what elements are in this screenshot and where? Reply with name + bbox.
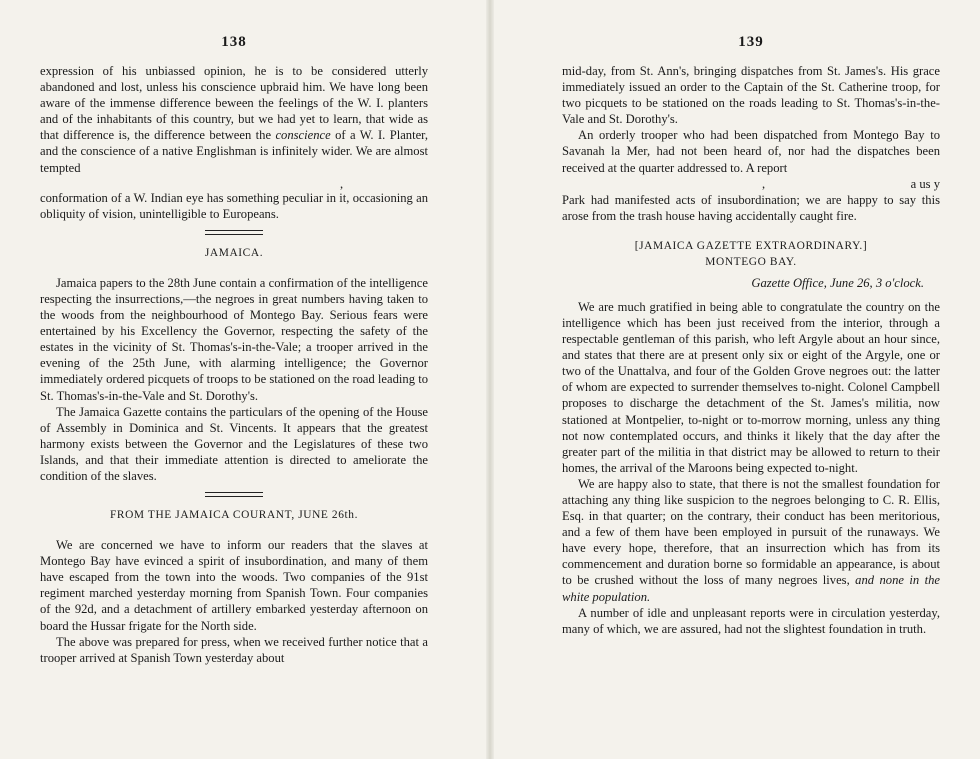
paragraph: mid-day, from St. Ann's, bringing dispatches from St. James's. His grace immediately issued an order to the Captain of the St. Catherine troop, for two picquets to be stationed on the roads leading to St. Thomas's-in-the-Vale and St. Dorothy's. [562, 64, 940, 127]
emphasis: and none in the white population. [562, 573, 941, 604]
section-rule [205, 230, 263, 235]
paragraph: conformation of a W. Indian eye has something peculiar in it, occasioning an obliquity of vision, unintelligible to Europeans. [40, 190, 428, 221]
section-heading: MONTEGO BAY. [705, 255, 797, 268]
page-number: 138 [221, 34, 247, 50]
section-heading: [JAMAICA GAZETTE EXTRAORDINARY.] [634, 239, 868, 252]
paragraph: An orderly trooper who had been dispatched from Montego Bay to Savanah la Mer, had not been heard of, nor had the dispatches been received at the quarter addressed to. A report [562, 128, 940, 175]
right-page [490, 0, 980, 759]
dateline: Gazette Office, June 26, 3 o'clock. [751, 275, 924, 290]
paragraph: We are concerned we have to inform our readers that the slaves at Montego Bay have evinced a spirit of insubordination, and many of them have escaped from the town into the woods. Two companies of the 91st regiment marched yesterday morning from Spanish Town. Four companies of the 92d, and a detachment of artillery embarked yesterday afternoon on board the Hussar frigate for the North side. [40, 538, 428, 633]
section-heading: FROM THE JAMAICA COURANT, JUNE 26th. [109, 509, 359, 522]
text-fragment: , [340, 176, 344, 191]
section-heading: JAMAICA. [204, 246, 264, 259]
text-fragment: , a us y [762, 176, 940, 191]
paragraph: Jamaica papers to the 28th June contain a confirmation of the intelligence respecting the insurrections,—the negroes in great numbers having taken to the woods from the neighbourhood of Montego Bay. Serious fears were entertained by his Excellency the Governor, respecting the safety of the estates in the vicinity of St. Thomas's-in-the-Vale; a trooper arrived in the evening of the 25th June, with alarming intelligence; the Governor immediately ordered picquets of troops to be stationed on the road leading to St. Thomas's-in-the-Vale and St. Dorothy's. [40, 275, 428, 403]
paragraph: expression of his unbiassed opinion, he is to be considered utterly abandoned and lost, unless his conscience upbraid him. We have long been aware of the immense difference beween the feelings of the W. I. planters and of the inhabitants of this country, but we had yet to learn, that wide as that difference is, the difference between the conscience of a W. I. Planter, and the conscience of a native Englishman is infinitely wider. We are almost tempted [40, 64, 429, 175]
page-number: 139 [738, 34, 764, 50]
paragraph: The Jamaica Gazette contains the particulars of the opening of the House of Assembly in Dominica and St. Vincents. It appears that the greatest harmony exists between the Governor and the Legislatures of these two Islands, and that their immediate attention is directed to ameliorate the condition of the slaves. [40, 404, 428, 483]
paragraph: The above was prepared for press, when we received further notice that a trooper arrived at Spanish Town yesterday about [40, 634, 428, 665]
paragraph: We are happy also to state, that there is not the smallest foundation for attaching any thing like suspicion to the negroes belonging to C. R. Ellis, Esq. in that quarter; on the contrary, their conduct has been meritorious, and a few of them have been employed in pursuit of the runaways. We have every hope, therefore, that an insurrection which has from its commencement and duration borne so formidable an appearance, is about to be crushed without the loss of many negroes lives, and none in the white population. [562, 476, 941, 604]
section-rule [205, 492, 263, 497]
emphasis: conscience [275, 128, 331, 143]
paragraph: Park had manifested acts of insubordination; we are happy to say this arose from the trash house having accidentally caught fire. [562, 192, 940, 223]
paragraph: We are much gratified in being able to congratulate the country on the intelligence which has been just received from the interior, through a respectable gentleman of this parish, who left Argyle about an hour since, and states that there are at present only six or eight of the Argyle, one or two of the Unattalva, and four of the Golden Grove negroes out: the latter of whom are expected to surrender themselves to-night. Colonel Campbell proposes to discharge the detachment of the St. James's militia, now stationed at Montpelier, to-night or to-morrow morning, unless any thing not now contemplated occurs, and thinks it likely that the day after the greater part of the militia in that district may be allowed to return to their homes, the arrival of the Maroons being expected to-night. [562, 299, 940, 475]
paragraph: A number of idle and unpleasant reports were in circulation yesterday, many of which, we are assured, had not the slightest foundation in truth. [562, 605, 940, 636]
